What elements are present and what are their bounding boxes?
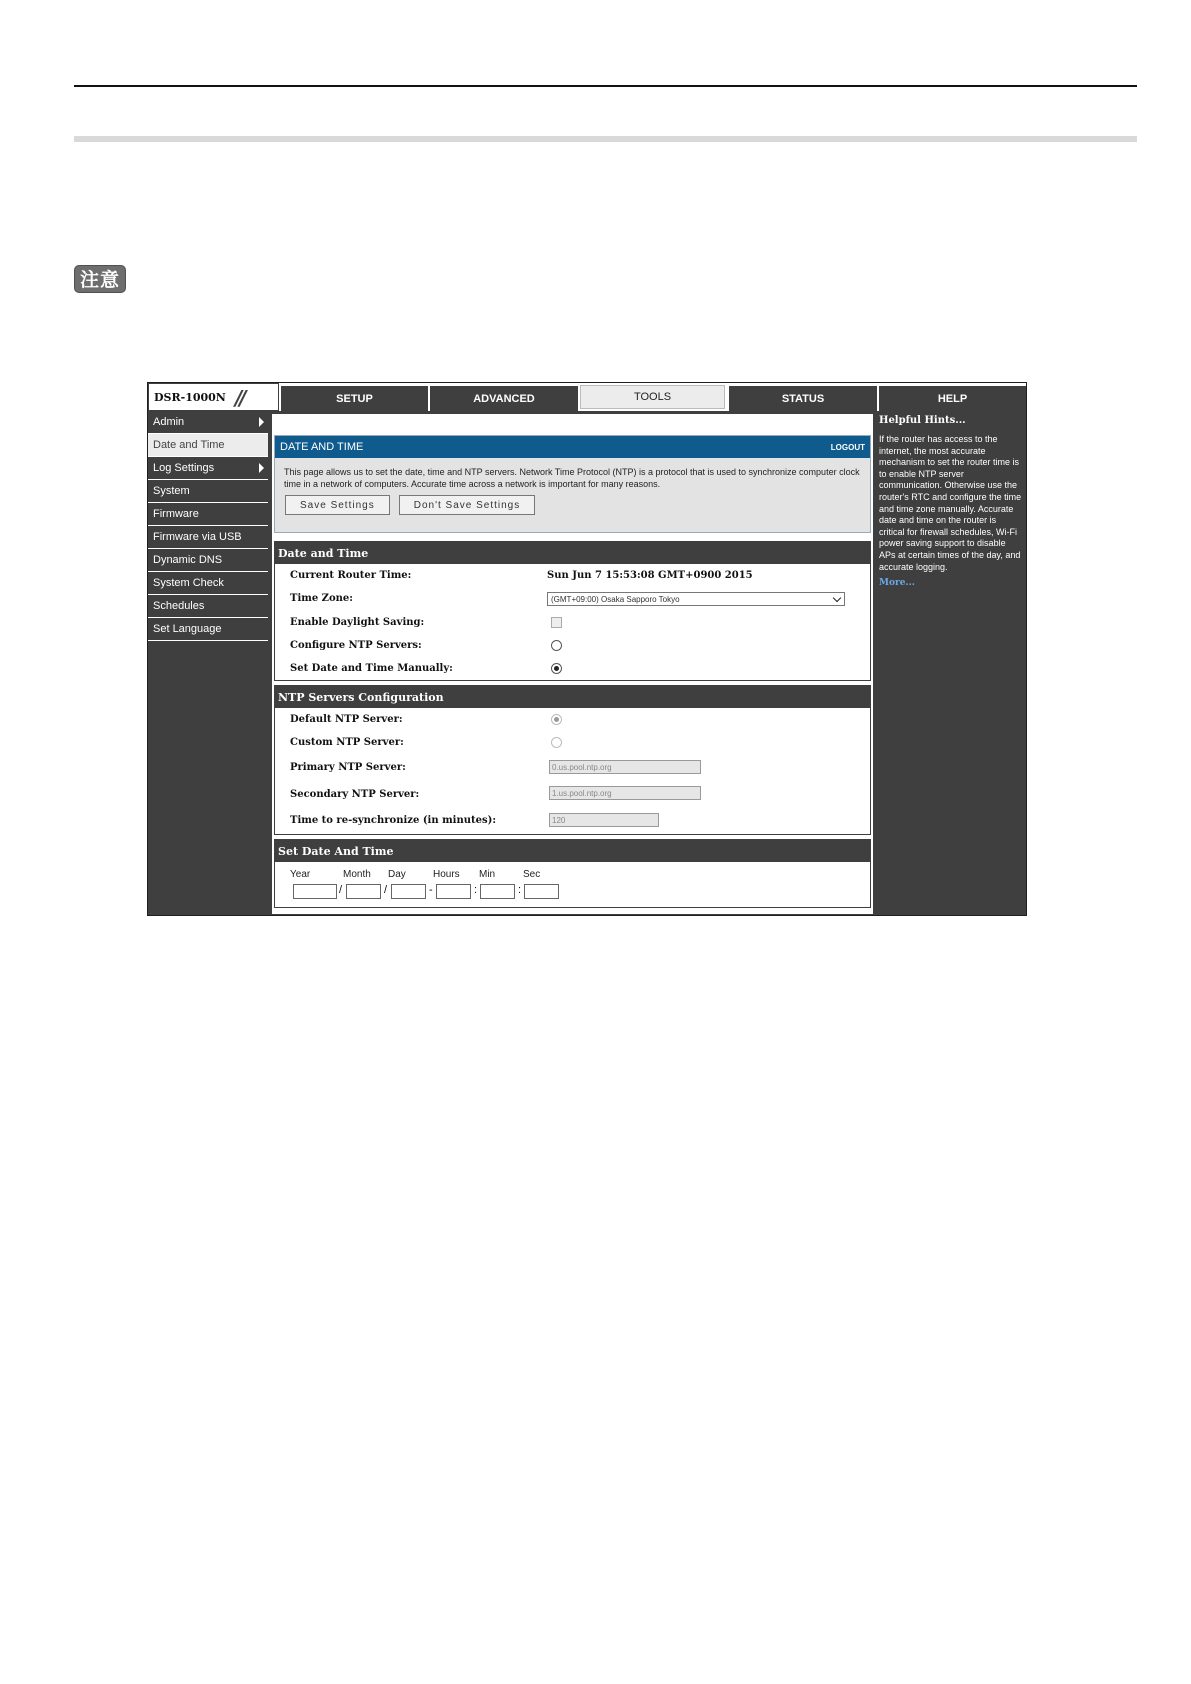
brand-name: DSR-1000N: [154, 390, 226, 404]
section-title: NTP Servers Configuration: [275, 686, 870, 708]
ntp-servers-section: [274, 685, 871, 835]
primary-ntp-label: Primary NTP Server:: [290, 762, 406, 773]
day-label: Day: [388, 869, 406, 880]
panel-title-bar: [275, 436, 870, 458]
help-body: If the router has access to the internet, the most accurate mechanism to set the router time is to enable NTP server communication. Otherwise use the router's RTC and configure the time and time zone manually. Accurate date and time on the router is critical for firewall schedules, Wi-Fi power saving support to disable APs at certain times of the day, and accurate logging.: [879, 434, 1022, 572]
top-rule: [74, 85, 1137, 87]
brand-logo: [148, 383, 279, 411]
secondary-ntp-input[interactable]: 1.us.pool.ntp.org: [549, 786, 701, 800]
set-manually-radio[interactable]: [551, 663, 562, 674]
sidebar-item-firmware-via-usb[interactable]: [148, 526, 268, 549]
current-router-time-label: Current Router Time:: [290, 570, 412, 581]
sidebar-item-admin[interactable]: [148, 411, 268, 434]
chevron-right-icon: [259, 417, 264, 427]
current-router-time-value: Sun Jun 7 15:53:08 GMT+0900 2015: [547, 570, 753, 581]
note-badge: 注意: [74, 265, 126, 293]
section-title: Date and Time: [275, 542, 870, 564]
logout-link[interactable]: LOGOUT: [830, 442, 865, 452]
help-title: Helpful Hints...: [879, 415, 966, 426]
default-ntp-radio[interactable]: [551, 714, 562, 725]
time-zone-label: Time Zone:: [290, 593, 353, 604]
day-input[interactable]: [391, 884, 426, 899]
sidebar-item-label: Schedules: [153, 600, 205, 612]
sidebar: [148, 411, 268, 641]
default-ntp-label: Default NTP Server:: [290, 714, 403, 725]
min-label: Min: [479, 869, 496, 880]
min-input[interactable]: [480, 884, 515, 899]
resync-label: Time to re-synchronize (in minutes):: [290, 815, 497, 826]
sidebar-item-label: Firmware: [153, 508, 199, 520]
configure-ntp-label: Configure NTP Servers:: [290, 640, 422, 651]
chevron-down-icon: [833, 594, 841, 602]
custom-ntp-label: Custom NTP Server:: [290, 737, 404, 748]
set-date-and-time-section: [274, 839, 871, 908]
secondary-ntp-label: Secondary NTP Server:: [290, 789, 420, 800]
sidebar-item-log-settings[interactable]: [148, 457, 268, 480]
help-panel: [876, 411, 1026, 914]
sidebar-item-label: System Check: [153, 577, 224, 589]
hours-label: Hours: [433, 869, 460, 880]
section-divider: [74, 136, 1137, 142]
year-input[interactable]: [293, 884, 337, 899]
section-title: Set Date And Time: [275, 840, 870, 862]
date-separator: /: [339, 884, 343, 896]
primary-ntp-input[interactable]: 0.us.pool.ntp.org: [549, 760, 701, 774]
sec-input[interactable]: [524, 884, 559, 899]
time-zone-selected: (GMT+09:00) Osaka Sapporo Tokyo: [551, 594, 680, 604]
resync-input[interactable]: 120: [549, 813, 659, 827]
router-ui-screenshot: [147, 382, 1027, 916]
tab-advanced[interactable]: ADVANCED: [428, 383, 578, 411]
time-separator: :: [474, 884, 478, 896]
main-content: [272, 414, 873, 914]
sidebar-item-label: Date and Time: [153, 439, 225, 451]
month-label: Month: [343, 869, 371, 880]
sidebar-item-system-check[interactable]: [148, 572, 268, 595]
time-separator: :: [518, 884, 522, 896]
date-time-header-panel: [274, 435, 871, 533]
time-zone-select[interactable]: [547, 592, 845, 606]
sec-label: Sec: [523, 869, 541, 880]
sidebar-item-date-and-time[interactable]: [148, 434, 268, 457]
sidebar-item-label: Dynamic DNS: [153, 554, 223, 566]
set-manually-label: Set Date and Time Manually:: [290, 663, 453, 674]
page-description: This page allows us to set the date, time and NTP servers. Network Time Protocol (NTP) is a protocol that is used to synchronize computer clock time in a network of computers. Accurate time across a network is important for many reasons.: [284, 467, 860, 489]
sidebar-item-system[interactable]: [148, 480, 268, 503]
sidebar-item-set-language[interactable]: [148, 618, 268, 641]
brand-slash-icon: //: [235, 386, 244, 410]
panel-title: DATE AND TIME: [280, 441, 364, 453]
date-separator: /: [384, 884, 388, 896]
daylight-saving-label: Enable Daylight Saving:: [290, 617, 425, 628]
sidebar-item-label: Log Settings: [153, 462, 215, 474]
sidebar-item-label: Set Language: [153, 623, 222, 635]
chevron-right-icon: [259, 463, 264, 473]
tab-status[interactable]: STATUS: [727, 383, 877, 411]
sidebar-item-label: Admin: [153, 416, 185, 428]
custom-ntp-radio[interactable]: [551, 737, 562, 748]
daylight-saving-checkbox[interactable]: [551, 617, 562, 628]
date-time-separator: -: [429, 884, 433, 896]
dont-save-settings-button[interactable]: Don't Save Settings: [399, 495, 536, 515]
date-and-time-section: [274, 541, 871, 681]
year-label: Year: [290, 869, 311, 880]
tab-setup[interactable]: SETUP: [279, 383, 428, 411]
sidebar-item-schedules[interactable]: [148, 595, 268, 618]
sidebar-item-label: System: [153, 485, 190, 497]
tab-tools[interactable]: TOOLS: [578, 383, 727, 411]
hours-input[interactable]: [436, 884, 471, 899]
top-nav: [148, 383, 1026, 411]
save-settings-button[interactable]: Save Settings: [285, 495, 390, 515]
tab-help[interactable]: HELP: [877, 383, 1026, 411]
configure-ntp-radio[interactable]: [551, 640, 562, 651]
sidebar-item-label: Firmware via USB: [153, 531, 242, 543]
help-more-link[interactable]: More...: [879, 578, 915, 589]
button-row: [275, 490, 870, 515]
sidebar-item-firmware[interactable]: [148, 503, 268, 526]
sidebar-item-dynamic-dns[interactable]: [148, 549, 268, 572]
month-input[interactable]: [346, 884, 381, 899]
